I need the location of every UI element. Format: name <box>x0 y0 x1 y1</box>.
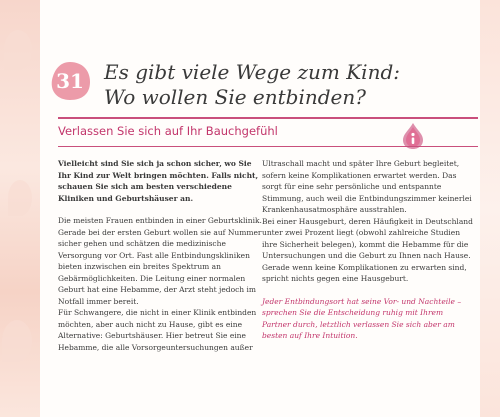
decorative-petal <box>2 320 32 362</box>
body-paragraph: Bei einer Hausgeburt, deren Häufigkeit in Deutschland unter zwei Prozent liegt (obwohl zahlreiche Studien ihre Sicherheit belegen), kommt die Hebamme für die Untersuchungen und die Geburt zu Ihnen nach Hause. Gerade wenn keine Komplikationen zu erwarten sind, spricht nichts gegen eine Hausgeburt. <box>262 216 473 283</box>
highlight-quote: Jeder Entbindungsort hat seine Vor- und Nachteile – sprechen Sie die Entscheidung ruhig mit Ihrem Partner durch, letztlich verlassen Sie sich aber am besten auf Ihre Intuition. <box>262 296 462 340</box>
subheading: Verlassen Sie sich auf Ihr Bauchgefühl <box>58 124 278 138</box>
body-paragraph: Ultraschall macht und später Ihre Geburt begleitet, sofern keine Komplikationen erwartet werden. Das sorgt für eine sehr persönliche und entspannte Stimmung, auch weil die Entbindungszimmer keinerlei Krankenhausatmosphäre ausstrahlen. <box>262 159 472 214</box>
page-title <box>104 60 474 110</box>
page-number-badge <box>48 60 92 102</box>
decorative-petal <box>8 180 32 216</box>
left-column <box>58 158 266 353</box>
decorative-petal <box>4 30 32 70</box>
lead-paragraph: Vielleicht sind Sie sich ja schon sicher, wo Sie Ihr Kind zur Welt bringen möchten. Falls nicht, schauen Sie sich am besten verschiedene Kliniken und Geburtshäuser an. <box>58 159 259 203</box>
body-paragraph: Für Schwangere, die nicht in einer Klinik entbinden möchten, aber auch nicht zu Hause, gibt es eine Alternative: Geburtshäuser. Hier betreut Sie eine Hebamme, die alle Vorsorgeuntersuchungen außer <box>58 308 257 352</box>
right-column <box>262 158 474 353</box>
page-number: 31 <box>56 69 84 93</box>
top-rule <box>58 117 478 119</box>
bottom-rule <box>58 146 478 147</box>
title-line-1: Es gibt viele Wege zum Kind: <box>104 60 400 84</box>
body-paragraph: Die meisten Frauen entbinden in einer Geburtsklinik. Gerade bei der ersten Geburt wollen sie auf Nummer sicher gehen und schätzen die medizinische Versorgung vor Ort. Fast alle Entbindungskliniken bieten inzwischen ein breites Spektrum an Gebärmöglichkeiten. Die Leitung einer normalen Geburt hat eine Hebamme, der Arzt steht jedoch im Notfall immer bereit. <box>58 216 262 306</box>
title-line-2: Wo wollen Sie entbinden? <box>104 85 366 109</box>
